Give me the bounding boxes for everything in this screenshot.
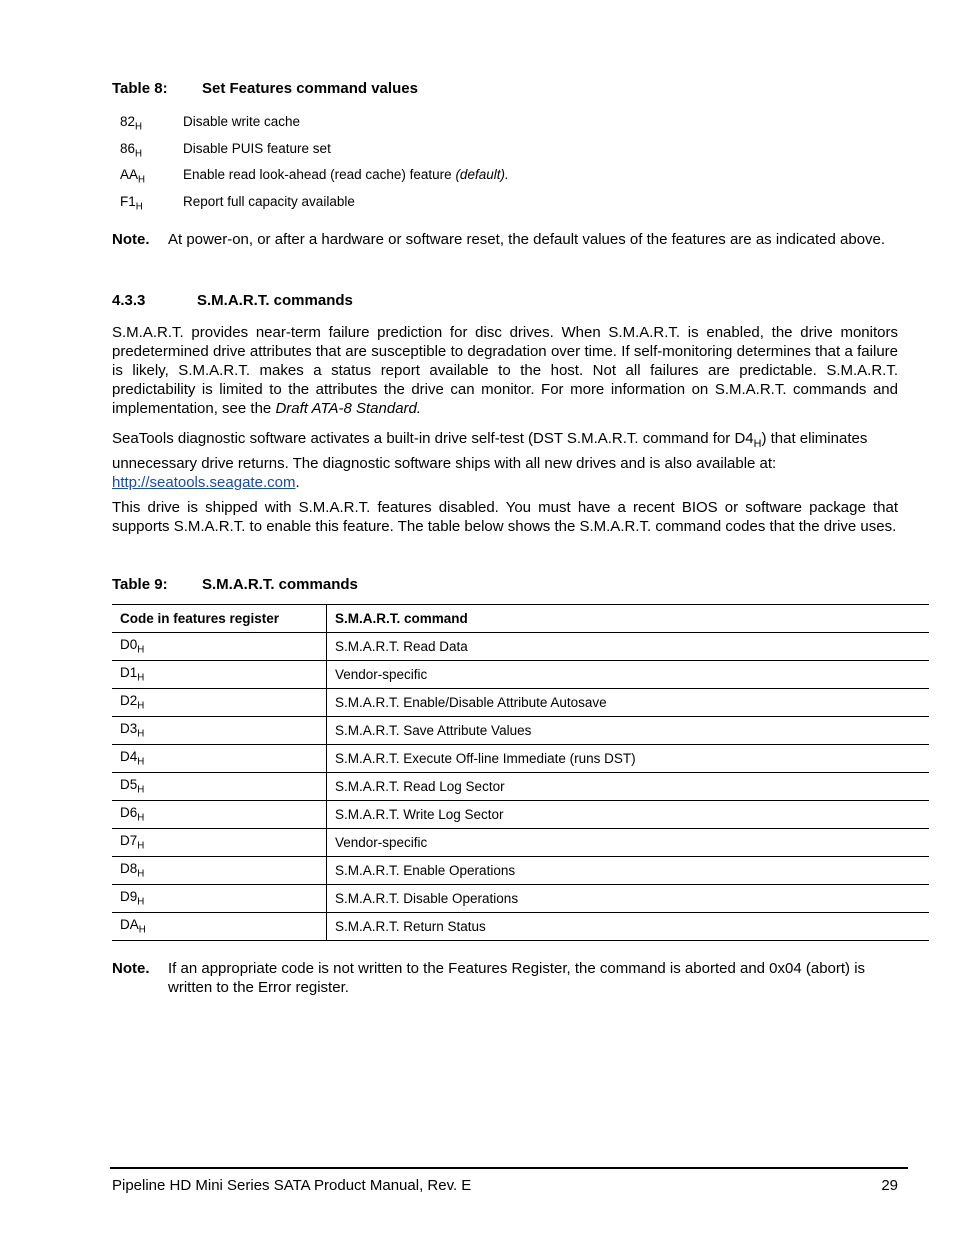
table-8-code: F1 [120,194,136,209]
paragraph-standard-ref: Draft ATA-8 Standard. [275,400,422,417]
table-row [112,717,929,745]
table-row [112,857,929,885]
paragraph-smart-intro [112,323,898,418]
smart-commands-table [112,604,929,941]
note-abort [112,959,898,997]
table-8-code-sub: H [138,174,146,186]
code-sub: H [137,644,145,656]
note-text: If an appropriate code is not written to the Features Register, the command is aborted and 0x04 (abort) is written to the Error register. [168,960,866,996]
code-sub: H [137,700,145,712]
table-row [112,885,929,913]
table-8-label: Table 8: [112,80,168,97]
code-sub: H [137,672,145,684]
code-cell: D2 [120,693,138,709]
footer-rule [110,1167,908,1169]
paragraph-text-b: ) that eliminates unnecessary drive returns. The diagnostic software ships with all new drives and is also available at: [112,430,868,472]
code-cell: D7 [120,833,138,849]
table-header-row [112,605,929,633]
command-cell: S.M.A.R.T. Save Attribute Values [327,717,930,745]
code-sub: H [137,896,145,908]
command-cell: S.M.A.R.T. Execute Off-line Immediate (runs DST) [327,745,930,773]
table-8-desc: Report full capacity available [183,194,355,209]
column-header-code: Code in features register [112,605,327,633]
command-cell: S.M.A.R.T. Read Log Sector [327,773,930,801]
table-row [112,773,929,801]
table-9-title: S.M.A.R.T. commands [202,576,358,593]
table-row [112,661,929,689]
command-cell: S.M.A.R.T. Return Status [327,913,930,941]
table-row [112,689,929,717]
table-8-code-sub: H [135,148,143,160]
command-cell: S.M.A.R.T. Write Log Sector [327,801,930,829]
page-number: 29 [881,1177,898,1194]
command-cell: S.M.A.R.T. Read Data [327,633,930,661]
paragraph-seatools [112,429,898,492]
code-sub: H [137,812,145,824]
table-row [112,913,929,941]
command-cell: Vendor-specific [327,829,930,857]
table-row [112,633,929,661]
code-cell: D6 [120,805,138,821]
note-label: Note. [112,960,150,977]
paragraph-text: S.M.A.R.T. provides near-term failure prediction for disc drives. When S.M.A.R.T. is enabled, the drive monitors predetermined drive attributes that are susceptible to degradation over time. If self-monitoring determines that a failure is likely, S.M.A.R.T. makes a status report available to the host. Not all failures are predictable. S.M.A.R.T. predictability is limited to the attributes the drive can monitor. For more information on S.M.A.R.T. commands and implementation, see the [112,324,898,417]
code-cell: DA [120,917,139,933]
note-text: At power-on, or after a hardware or software reset, the default values of the features are as indicated above. [168,231,886,248]
table-8-desc-default: (default). [455,167,509,182]
code-sub: H [137,840,145,852]
table-8-desc: Disable PUIS feature set [183,141,331,156]
note-power-on [112,230,898,249]
table-8-desc: Disable write cache [183,114,301,129]
column-header-command: S.M.A.R.T. command [327,605,930,633]
table-8-code: 86 [120,141,136,156]
code-cell: D5 [120,777,138,793]
code-cell: D9 [120,889,138,905]
command-cell: S.M.A.R.T. Enable/Disable Attribute Autosave [327,689,930,717]
table-9-caption [112,576,358,593]
paragraph-shipped-disabled: This drive is shipped with S.M.A.R.T. features disabled. You must have a recent BIOS or software package that supports S.M.A.R.T. to enable this feature. The table below shows the S.M.A.R.T. command codes that the drive uses. [112,499,898,535]
code-cell: D4 [120,749,138,765]
code-sub: H [137,868,145,880]
section-title: S.M.A.R.T. commands [197,292,353,309]
table-row [112,745,929,773]
seatools-link[interactable]: http://seatools.seagate.com [112,473,296,491]
code-sub: H [138,924,146,936]
table-row [112,801,929,829]
table-row [112,829,929,857]
table-8-title: Set Features command values [202,80,418,97]
code-sub: H [137,784,145,796]
table-8-code-sub: H [135,121,143,133]
paragraph-text-a: SeaTools diagnostic software activates a built-in drive self-test (DST S.M.A.R.T. command for D4 [112,430,754,447]
footer-title: Pipeline HD Mini Series SATA Product Manual, Rev. E [112,1177,472,1194]
table-8-code-sub: H [135,201,143,213]
section-heading [112,292,353,309]
table-8-code: 82 [120,114,136,129]
code-cell: D1 [120,665,138,681]
command-cell: Vendor-specific [327,661,930,689]
command-cell: S.M.A.R.T. Disable Operations [327,885,930,913]
code-sub: H [137,728,145,740]
table-9-label: Table 9: [112,576,168,593]
table-8-caption [112,80,418,97]
code-cell: D0 [120,637,138,653]
table-8-desc: Enable read look-ahead (read cache) feature [183,167,456,182]
note-label: Note. [112,231,150,248]
code-cell: D8 [120,861,138,877]
paragraph-sub: H [753,437,762,450]
section-number: 4.3.3 [112,292,146,309]
paragraph-text-c: . [295,473,300,491]
code-cell: D3 [120,721,138,737]
code-sub: H [137,756,145,768]
command-cell: S.M.A.R.T. Enable Operations [327,857,930,885]
table-8-code: AA [120,167,139,182]
